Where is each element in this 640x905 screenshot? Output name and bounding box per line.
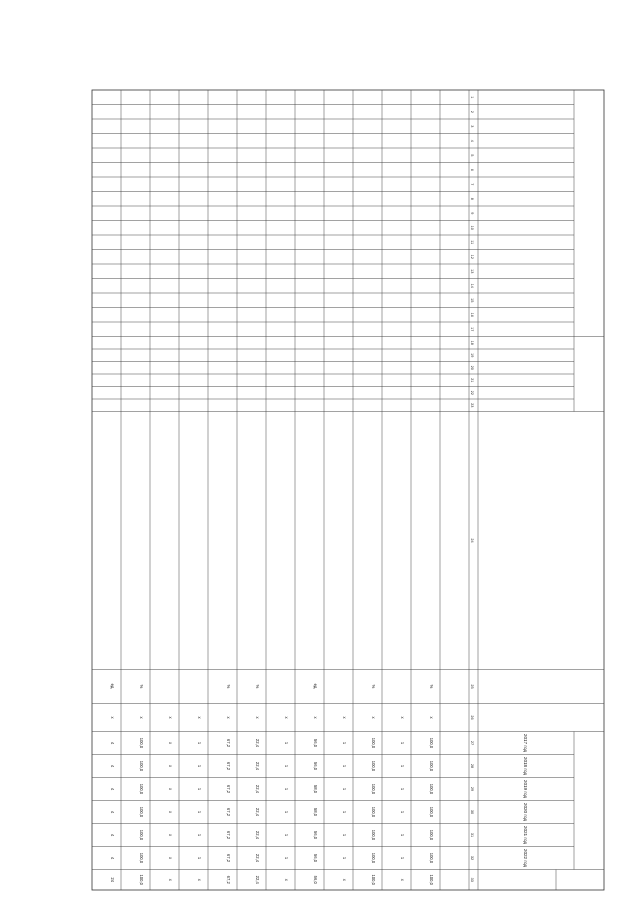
year-value-cell: 22,4 bbox=[255, 807, 260, 817]
year-value-cell: 1 bbox=[197, 741, 202, 745]
year-value-cell: х bbox=[168, 856, 173, 860]
year-value-cell: 56,0 bbox=[313, 853, 318, 863]
year-value-cell: 22,4 bbox=[255, 761, 260, 771]
column-number: 12 bbox=[470, 254, 474, 259]
year-value-cell: 1 bbox=[400, 787, 405, 791]
year-value-cell: 100,0 bbox=[139, 829, 144, 841]
year-value-cell: 1 bbox=[342, 787, 347, 791]
year-value-cell: 1 bbox=[342, 741, 347, 745]
year-value-cell: 100,0 bbox=[371, 852, 376, 864]
column-number: 22 bbox=[470, 390, 474, 395]
year-value-cell: 100,0 bbox=[371, 760, 376, 772]
year-value-cell: 1 bbox=[284, 833, 289, 837]
year-value-cell: 67,2 bbox=[226, 853, 231, 863]
year-value-cell: 4 bbox=[110, 764, 115, 768]
column-number: 28 bbox=[470, 763, 474, 769]
header-year: 2019 год bbox=[523, 779, 528, 799]
year-value-cell: 4 bbox=[110, 787, 115, 791]
year-value-cell: 100,0 bbox=[429, 852, 434, 864]
column-number: 10 bbox=[470, 225, 474, 230]
header-year: 2021 год bbox=[523, 825, 528, 845]
year-value-cell: 100,0 bbox=[371, 806, 376, 818]
year-value-cell: 58,0 bbox=[313, 807, 318, 817]
column-number: 33 bbox=[470, 877, 474, 882]
year-value-cell: 1 bbox=[400, 741, 405, 745]
column-number: 30 bbox=[470, 809, 474, 815]
header-year: 2017 год bbox=[523, 733, 528, 753]
year-value-cell: 100,0 bbox=[139, 806, 144, 818]
base-value-cell: х bbox=[168, 716, 173, 719]
year-value-cell: х bbox=[168, 787, 173, 791]
year-value-cell: 1 bbox=[400, 833, 405, 837]
header-year: 2018 год bbox=[523, 756, 528, 776]
year-value-cell: 22,4 bbox=[255, 830, 260, 840]
year-value-cell: 1 bbox=[342, 810, 347, 814]
year-value-cell: 1 bbox=[197, 856, 202, 860]
column-number: 1 bbox=[470, 96, 474, 99]
column-number: 20 bbox=[470, 365, 474, 370]
unit-cell: % bbox=[255, 684, 260, 689]
column-number: 32 bbox=[470, 855, 474, 861]
year-value-cell: 100,0 bbox=[429, 829, 434, 841]
year-value-cell: х bbox=[168, 764, 173, 768]
target-value-cell: 24 bbox=[110, 877, 115, 883]
unit-cell: ед. bbox=[313, 683, 318, 690]
column-number: 29 bbox=[470, 786, 474, 792]
column-number: 25 bbox=[470, 684, 474, 689]
year-value-cell: 67,2 bbox=[226, 830, 231, 840]
year-value-cell: 100,0 bbox=[429, 737, 434, 749]
column-number: 19 bbox=[470, 353, 474, 358]
year-value-cell: 100,0 bbox=[371, 783, 376, 795]
column-number: 24 bbox=[470, 538, 474, 543]
year-value-cell: 4 bbox=[110, 833, 115, 837]
year-value-cell: 1 bbox=[197, 833, 202, 837]
year-value-cell: 100,0 bbox=[429, 806, 434, 818]
year-value-cell: 4 bbox=[110, 741, 115, 745]
year-value-cell: 67,2 bbox=[226, 784, 231, 794]
year-value-cell: 22,4 bbox=[255, 853, 260, 863]
column-number: 26 bbox=[470, 715, 474, 720]
year-value-cell: 1 bbox=[284, 856, 289, 860]
column-number: 9 bbox=[470, 212, 474, 215]
year-value-cell: 100,0 bbox=[429, 783, 434, 795]
year-value-cell: 56,0 bbox=[313, 738, 318, 748]
base-value-cell: х bbox=[197, 716, 202, 719]
target-value-cell: 22,4 bbox=[255, 875, 260, 884]
column-number: 5 bbox=[470, 154, 474, 157]
year-value-cell: 1 bbox=[400, 764, 405, 768]
year-value-cell: 100,0 bbox=[371, 737, 376, 749]
year-value-cell: 100,0 bbox=[371, 829, 376, 841]
year-value-cell: х bbox=[168, 741, 173, 745]
target-value-cell: х bbox=[342, 878, 347, 881]
column-number: 17 bbox=[470, 327, 474, 332]
year-value-cell: 1 bbox=[342, 856, 347, 860]
year-value-cell: 1 bbox=[197, 787, 202, 791]
header-year: 2020 год bbox=[523, 802, 528, 822]
year-value-cell: 1 bbox=[342, 764, 347, 768]
header-year: 2022 год bbox=[523, 848, 528, 868]
column-number: 4 bbox=[470, 139, 474, 142]
base-value-cell: х bbox=[255, 716, 260, 719]
column-number: 15 bbox=[470, 298, 474, 303]
unit-cell: % bbox=[429, 684, 434, 689]
base-value-cell: х bbox=[429, 716, 434, 719]
year-value-cell: 4 bbox=[110, 810, 115, 814]
year-value-cell: 67,2 bbox=[226, 738, 231, 748]
target-value-cell: 100,0 bbox=[429, 874, 434, 885]
column-number: 13 bbox=[470, 269, 474, 274]
year-value-cell: 67,2 bbox=[226, 761, 231, 771]
base-value-cell: х bbox=[371, 716, 376, 719]
unit-cell: % bbox=[226, 684, 231, 689]
column-number: 31 bbox=[470, 832, 474, 838]
column-number: 16 bbox=[470, 312, 474, 317]
column-number: 14 bbox=[470, 283, 474, 288]
year-value-cell: 1 bbox=[284, 764, 289, 768]
year-value-cell: х bbox=[168, 833, 173, 837]
target-value-cell: х bbox=[197, 878, 202, 881]
year-value-cell: 1 bbox=[342, 833, 347, 837]
target-value-cell: х bbox=[168, 878, 173, 881]
unit-cell: % bbox=[371, 684, 376, 689]
target-value-cell: 100,0 bbox=[371, 874, 376, 885]
column-number: 11 bbox=[470, 240, 474, 245]
column-number: 7 bbox=[470, 183, 474, 186]
target-value-cell: х bbox=[284, 878, 289, 881]
base-value-cell: х bbox=[284, 716, 289, 719]
base-value-cell: х bbox=[226, 716, 231, 719]
year-value-cell: 100,0 bbox=[139, 852, 144, 864]
year-value-cell: 100,0 bbox=[429, 760, 434, 772]
year-value-cell: 4 bbox=[110, 856, 115, 860]
column-number: 27 bbox=[470, 740, 474, 746]
year-value-cell: 56,0 bbox=[313, 761, 318, 771]
target-value-cell: х bbox=[400, 878, 405, 881]
target-value-cell: 100,0 bbox=[139, 874, 144, 885]
unit-cell: % bbox=[139, 684, 144, 689]
base-value-cell: х bbox=[342, 716, 347, 719]
year-value-cell: 1 bbox=[284, 787, 289, 791]
year-value-cell: 56,0 bbox=[313, 830, 318, 840]
target-value-cell: 67,2 bbox=[226, 875, 231, 884]
base-value-cell: х bbox=[313, 716, 318, 719]
year-value-cell: 1 bbox=[284, 810, 289, 814]
year-value-cell: 1 bbox=[284, 741, 289, 745]
base-value-cell: х bbox=[400, 716, 405, 719]
year-value-cell: х bbox=[168, 810, 173, 814]
column-number: 8 bbox=[470, 197, 474, 200]
column-number: 6 bbox=[470, 168, 474, 171]
column-number: 3 bbox=[470, 125, 474, 128]
base-value-cell: х bbox=[110, 716, 115, 719]
year-value-cell: 100,0 bbox=[139, 760, 144, 772]
year-value-cell: 22,4 bbox=[255, 784, 260, 794]
unit-cell: ед. bbox=[110, 683, 115, 690]
column-number: 2 bbox=[470, 110, 474, 113]
year-value-cell: 58,0 bbox=[313, 784, 318, 794]
year-value-cell: 67,2 bbox=[226, 807, 231, 817]
year-value-cell: 1 bbox=[400, 856, 405, 860]
column-number: 18 bbox=[470, 340, 474, 345]
base-value-cell: х bbox=[139, 716, 144, 719]
year-value-cell: 100,0 bbox=[139, 783, 144, 795]
target-value-cell: 56,0 bbox=[313, 875, 318, 884]
column-number: 23 bbox=[470, 403, 474, 408]
year-value-cell: 1 bbox=[197, 810, 202, 814]
year-value-cell: 1 bbox=[197, 764, 202, 768]
column-number: 21 bbox=[470, 378, 474, 383]
year-value-cell: 100,0 bbox=[139, 737, 144, 749]
year-value-cell: 22,4 bbox=[255, 738, 260, 748]
year-value-cell: 1 bbox=[400, 810, 405, 814]
